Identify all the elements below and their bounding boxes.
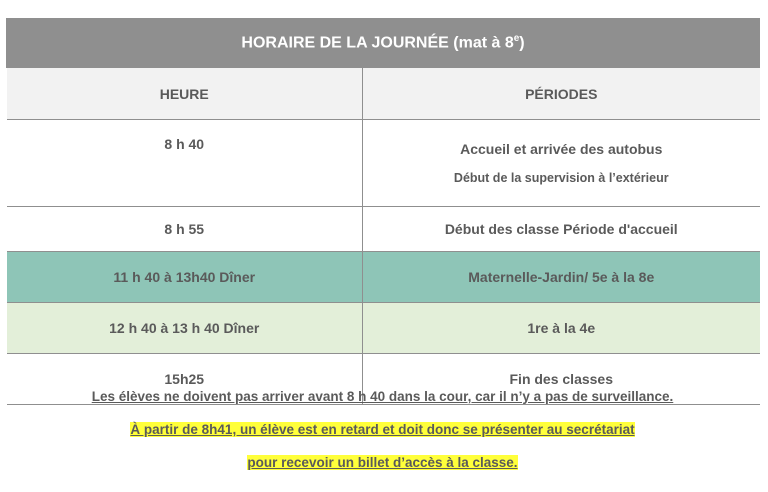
- row-period: 1re à la 4e: [363, 303, 760, 354]
- row-period: Maternelle-Jardin/ 5e à la 8e: [363, 252, 760, 303]
- note-line-3: pour recevoir un billet d’accès à la classe.: [247, 455, 518, 470]
- table-row: [7, 120, 760, 207]
- table-row: [7, 252, 760, 303]
- note-arrival-warning: [6, 389, 759, 404]
- row-time: 15h25: [7, 354, 363, 405]
- title-row: [7, 19, 760, 68]
- title-close-paren: ): [519, 34, 525, 52]
- header-time: HEURE: [7, 68, 363, 120]
- row-period: [363, 120, 760, 207]
- row-time: 8 h 40: [7, 120, 363, 207]
- title-text: HORAIRE DE LA JOURNÉE (mat à 8: [241, 34, 514, 52]
- note-line-1: Les élèves ne doivent pas arriver avant 8 h 40 dans la cour, car il n’y a pas de surveillance.: [91, 389, 674, 404]
- schedule-table: [6, 18, 760, 405]
- row-time: 8 h 55: [7, 207, 363, 252]
- row-time: 11 h 40 à 13h40 Dîner: [7, 252, 363, 303]
- table-row: [7, 303, 760, 354]
- row-period: Fin des classes: [363, 354, 760, 405]
- table-row: [7, 207, 760, 252]
- note-late-pass: [6, 455, 759, 470]
- note-late-policy: [6, 422, 759, 437]
- row-period-sub: Début de la supervision à l’extérieur: [453, 171, 669, 185]
- note-line-2: À partir de 8h41, un élève est en retard et doit donc se présenter au secrétariat: [130, 422, 635, 437]
- row-period-main: Accueil et arrivée des autobus: [460, 141, 663, 157]
- header-period: PÉRIODES: [363, 68, 760, 120]
- title-superscript: e: [513, 33, 520, 45]
- header-row: [7, 68, 760, 120]
- row-time: 12 h 40 à 13 h 40 Dîner: [7, 303, 363, 354]
- row-period: Début des classe Période d'accueil: [363, 207, 760, 252]
- schedule-title: [7, 19, 760, 68]
